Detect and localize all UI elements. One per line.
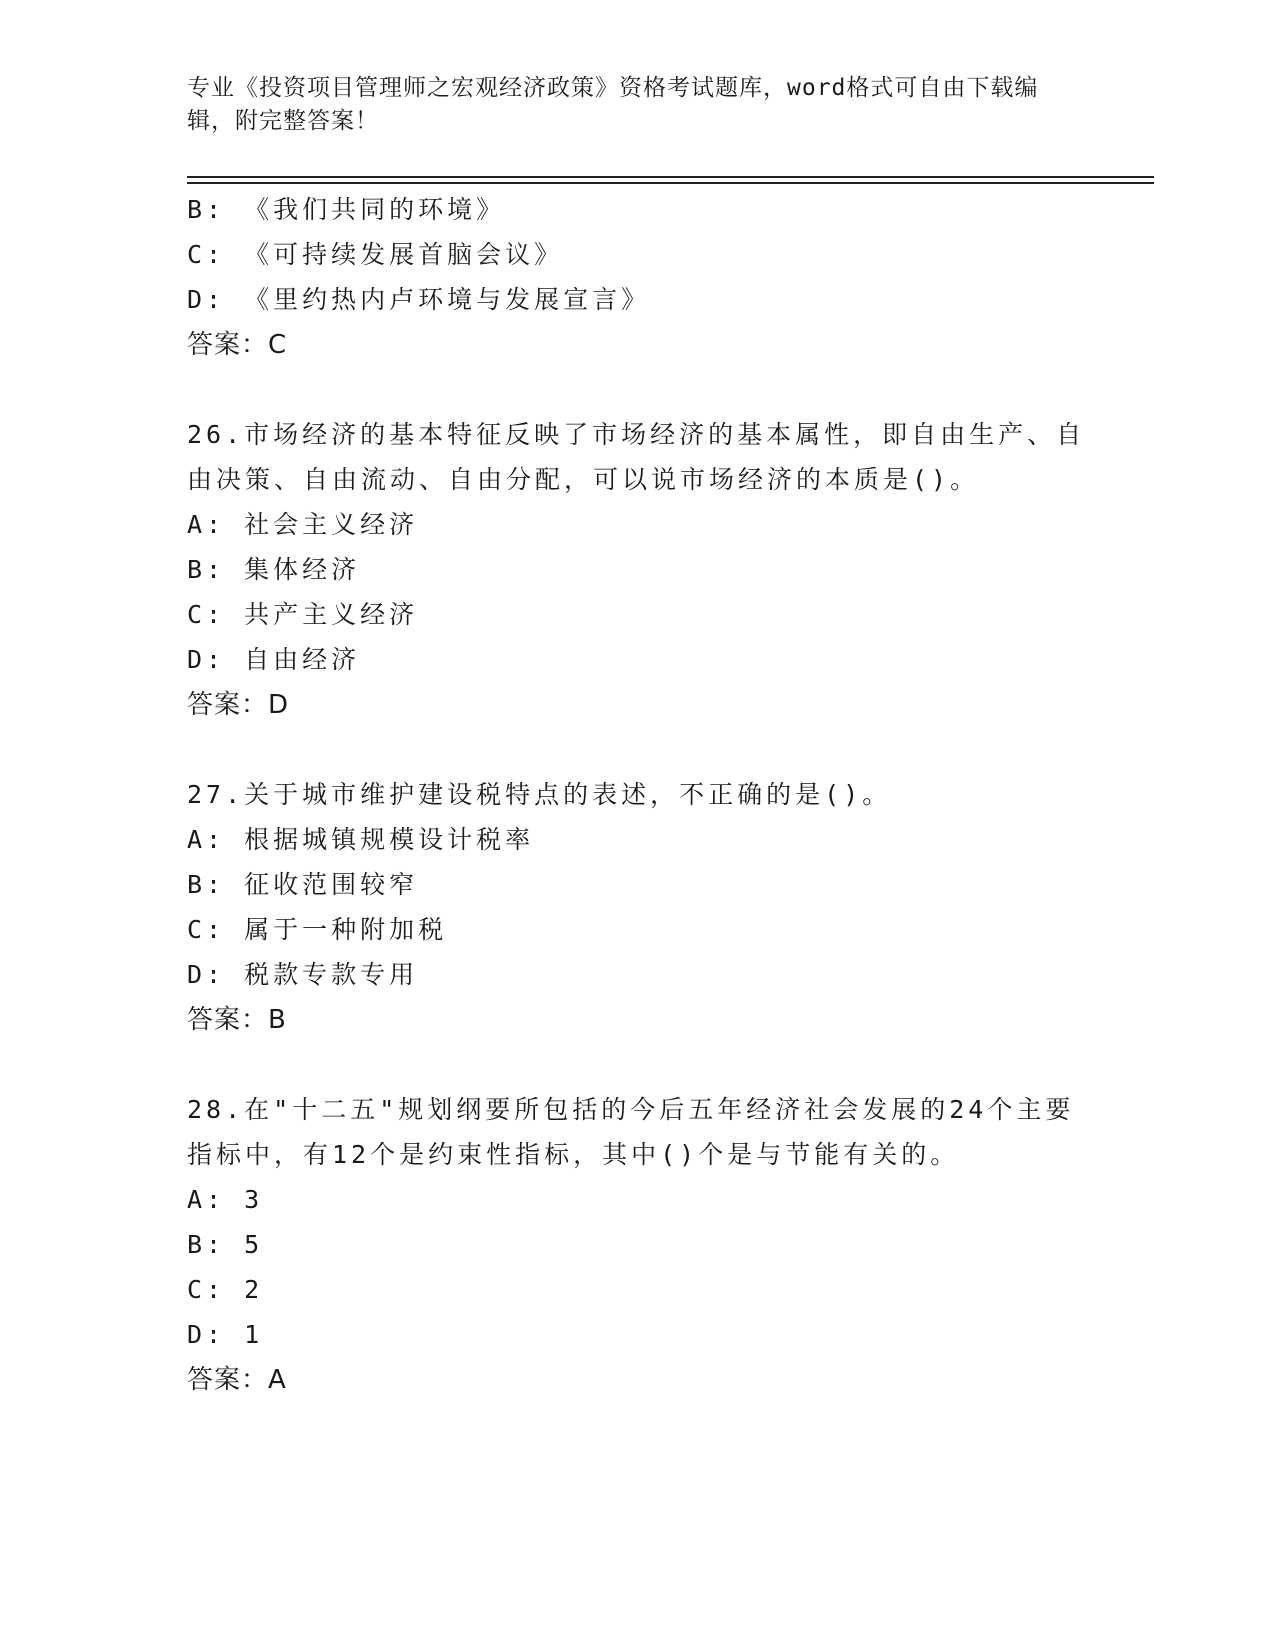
header-divider-top bbox=[187, 176, 1154, 178]
q26-stem-line-1: 26.市场经济的基本特征反映了市场经济的基本属性，即自由生产、自 bbox=[187, 420, 1086, 449]
q25-option-c: C: 《可持续发展首脑会议》 bbox=[187, 240, 564, 269]
q26-option-b: B: 集体经济 bbox=[187, 555, 361, 584]
document-header bbox=[187, 72, 1067, 138]
q26-option-a: A: 社会主义经济 bbox=[187, 510, 419, 539]
q28-option-a: A: 3 bbox=[187, 1185, 264, 1214]
q25-option-d: D: 《里约热内卢环境与发展宣言》 bbox=[187, 285, 651, 314]
q27-option-d: D: 税款专款专用 bbox=[187, 960, 419, 989]
q27-option-b: B: 征收范围较窄 bbox=[187, 870, 419, 899]
q27-answer: 答案：B bbox=[187, 1005, 287, 1035]
q27-option-c: C: 属于一种附加税 bbox=[187, 915, 448, 944]
q25-answer: 答案：C bbox=[187, 330, 288, 360]
q26-option-d: D: 自由经济 bbox=[187, 645, 361, 674]
q28-option-c: C: 2 bbox=[187, 1275, 264, 1304]
q25-option-b: B: 《我们共同的环境》 bbox=[187, 195, 506, 224]
q26-option-c: C: 共产主义经济 bbox=[187, 600, 419, 629]
q27-stem-line-1: 27.关于城市维护建设税特点的表述，不正确的是()。 bbox=[187, 780, 892, 809]
q28-stem-line-2: 指标中，有12个是约束性指标，其中()个是与节能有关的。 bbox=[187, 1140, 960, 1169]
header-line-1: 专业《投资项目管理师之宏观经济政策》资格考试题库，word格式可自由下载编 bbox=[187, 75, 1039, 101]
q28-option-b: B: 5 bbox=[187, 1230, 264, 1259]
q28-option-d: D: 1 bbox=[187, 1320, 264, 1349]
header-divider-bottom bbox=[187, 182, 1154, 184]
q27-option-a: A: 根据城镇规模设计税率 bbox=[187, 825, 535, 854]
q26-answer: 答案：D bbox=[187, 690, 290, 720]
header-line-2: 辑，附完整答案！ bbox=[187, 108, 379, 134]
q28-stem-line-1: 28.在"十二五"规划纲要所包括的今后五年经济社会发展的24个主要 bbox=[187, 1095, 1075, 1124]
q28-answer: 答案：A bbox=[187, 1365, 287, 1395]
q26-stem-line-2: 由决策、自由流动、自由分配，可以说市场经济的本质是()。 bbox=[187, 465, 980, 494]
